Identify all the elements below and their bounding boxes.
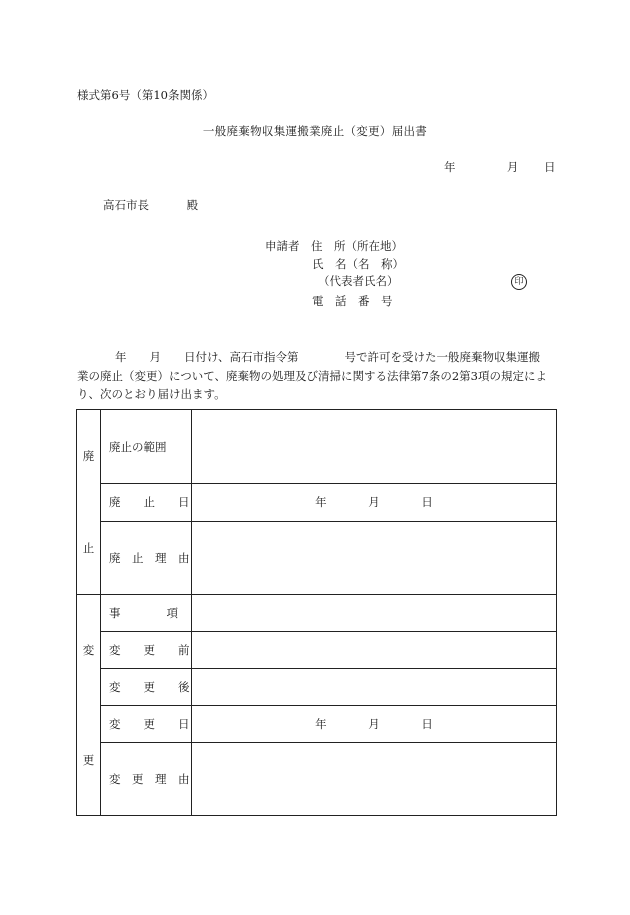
change-date-year: 年 xyxy=(315,717,327,731)
abolition-date-day: 日 xyxy=(421,495,433,510)
abolition-scope-label: 廃止の範囲 xyxy=(101,410,192,484)
body-line-1: 年 月 日付け、高石市指令第 号で許可を受けた一般廃棄物収集運搬 xyxy=(115,350,541,364)
abolition-date-month: 月 xyxy=(368,495,380,510)
change-date-label: 変 更 日 xyxy=(101,706,192,743)
change-after-field[interactable] xyxy=(192,669,557,706)
change-group-label xyxy=(77,595,101,816)
abolition-reason-label: 廃 止 理 由 xyxy=(101,521,192,594)
abolition-char-2: 止 xyxy=(82,541,95,555)
change-date-month: 月 xyxy=(368,717,380,731)
addressee-name: 高石市長 xyxy=(103,198,149,212)
change-reason-field[interactable] xyxy=(192,743,557,816)
date-month: 月 xyxy=(506,160,519,174)
addressee-honorific: 殿 xyxy=(186,198,199,212)
change-after-label: 変 更 後 xyxy=(101,669,192,706)
applicant-name-label: 氏 名（名 称） xyxy=(312,257,404,271)
abolition-group-label xyxy=(77,410,101,595)
body-line-3: り、次のとおり届け出ます。 xyxy=(77,387,226,401)
document-title: 一般廃棄物収集運搬業廃止（変更）届出書 xyxy=(202,124,428,138)
applicant-representative-label: （代表者氏名） xyxy=(318,274,399,288)
body-text xyxy=(77,348,557,404)
change-char-2: 更 xyxy=(82,753,95,767)
change-before-label: 変 更 前 xyxy=(101,632,192,669)
addressee xyxy=(103,197,198,213)
notification-table xyxy=(76,409,557,816)
change-date-field[interactable] xyxy=(192,706,557,743)
applicant-phone-label: 電 話 番 号 xyxy=(312,294,393,308)
date-day: 日 xyxy=(543,160,556,174)
abolition-date-year: 年 xyxy=(315,495,327,510)
seal-mark: 印 xyxy=(511,274,527,290)
change-item-field[interactable] xyxy=(192,595,557,632)
form-number: 様式第6号（第10条関係） xyxy=(77,88,214,102)
change-reason-label: 変 更 理 由 xyxy=(101,743,192,816)
abolition-reason-field[interactable] xyxy=(192,521,557,594)
change-item-label: 事 項 xyxy=(101,595,192,632)
abolition-date-label: 廃 止 日 xyxy=(101,484,192,521)
submission-date xyxy=(444,159,555,175)
abolition-scope-field[interactable] xyxy=(192,410,557,484)
date-year: 年 xyxy=(444,160,456,174)
change-char-1: 変 xyxy=(82,643,95,657)
applicant-address-label: 申請者 住 所（所在地） xyxy=(265,239,403,253)
change-before-field[interactable] xyxy=(192,632,557,669)
body-line-2: 業の廃止（変更）について、廃棄物の処理及び清掃に関する法律第7条の2第3項の規定によ xyxy=(77,368,547,383)
abolition-date-field[interactable] xyxy=(192,484,557,521)
change-date-day: 日 xyxy=(421,717,433,731)
abolition-char-1: 廃 xyxy=(82,449,95,463)
